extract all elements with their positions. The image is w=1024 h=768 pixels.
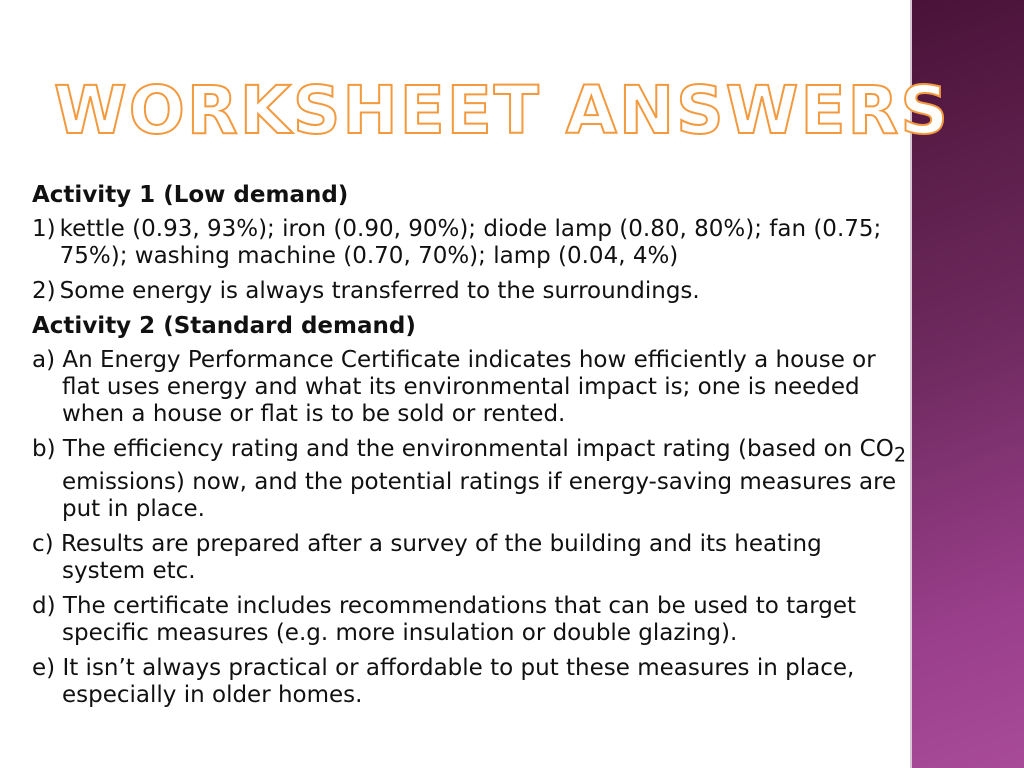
- item-marker: d): [32, 592, 63, 619]
- activity-1-item-1: [32, 216, 910, 270]
- activity-2-heading: Activity 2 (Standard demand): [32, 313, 416, 339]
- item-marker: 2): [32, 278, 56, 304]
- activity-2-item-c: [32, 531, 910, 585]
- activity-2-item-b: [32, 436, 910, 523]
- activity-2-item-a: [32, 347, 910, 428]
- slide-body: [32, 182, 910, 717]
- item-marker: e): [32, 654, 63, 681]
- activity-1-item-2: [32, 278, 910, 305]
- item-text: An Energy Performance Certificate indicates how efficiently a house or flat uses energy and what its environmental impact is; one is needed when a house or flat is to be sold or rented.: [62, 347, 876, 427]
- item-text-after: emissions) now, and the potential ratings if energy-saving measures are put in place.: [62, 468, 897, 522]
- item-text: kettle (0.93, 93%); iron (0.90, 90%); diode lamp (0.80, 80%); fan (0.75; 75%); washing machine (0.70, 70%); lamp (0.04, 4%): [59, 216, 882, 269]
- activity-1-heading: Activity 1 (Low demand): [32, 182, 349, 208]
- slide-title: WORKSHEET ANSWERS: [54, 72, 950, 149]
- item-text: The certificate includes recommendations that can be used to target specific measures (e.g. more insulation or double glazing).: [62, 592, 857, 646]
- item-text: Results are prepared after a survey of the building and its heating system etc.: [60, 530, 822, 584]
- item-marker: c): [32, 530, 61, 557]
- activity-2-item-d: [32, 593, 910, 647]
- item-text-before: The efficiency rating and the environmental impact rating (based on CO: [62, 436, 894, 462]
- activity-2-item-e: [32, 655, 910, 709]
- item-marker: a): [32, 347, 63, 373]
- item-text: Some energy is always transferred to the surroundings.: [59, 278, 700, 304]
- item-marker: b): [32, 436, 63, 462]
- item-marker: 1): [32, 216, 56, 242]
- item-text: It isn’t always practical or affordable to put these measures in place, especially in older homes.: [62, 654, 855, 708]
- co2-subscript: 2: [893, 443, 907, 467]
